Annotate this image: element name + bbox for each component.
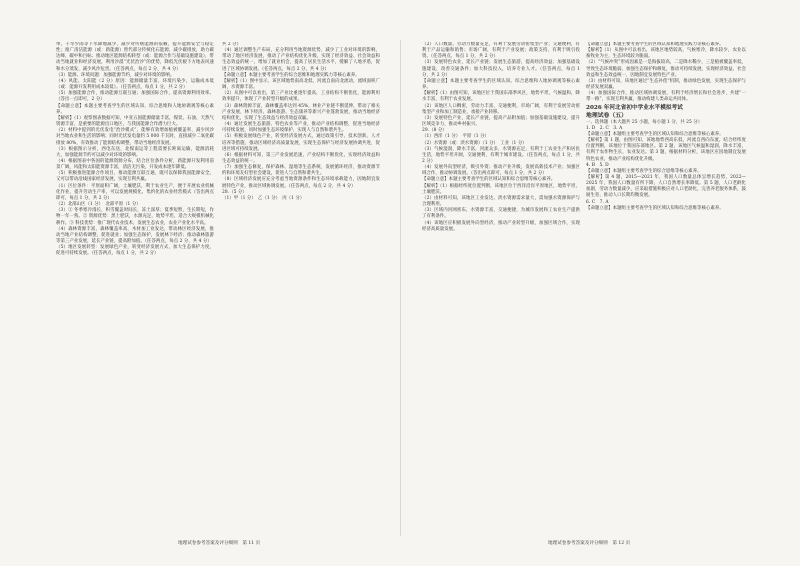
answer-paragraph: （4）通过发展生态旅游、特色农业等产业，推动产业结构调整，促进当地经济可持续发展，同时加强生态环境保护，实现人与自然和谐共生。	[222, 122, 380, 134]
answer-paragraph: 【命题立意】本题组主要考查学生的综合思维等核心素养。	[586, 168, 702, 174]
footer-left: 地理试卷参考答案及评分细则 第 11 页	[178, 541, 261, 546]
answer-paragraph: （3）根据图示分析，西电东送，北煤南运等工程需要长距离运输，能源消耗大，加强能源节约可以减少对环境的影响。	[56, 146, 214, 158]
page-divider	[400, 40, 401, 536]
answer-paragraph: （5）地区发展转型：发展绿色产业，转变经济发展方式，加大生态保护力度，促进可持续发展。（任答两点，每点 1 分，共 2 分）	[56, 245, 214, 257]
answer-paragraph: （3）气候湿润，降水丰富，河流众多，水资源充足，有利于工农业生产和居民生活，地势平坦开阔，交通便利，有利于城市建设。（任答两点，每点 1 分，共 2 分）	[422, 146, 580, 164]
answer-paragraph: （3）发展特色产业，延长产业链，提高产品附加值；加强基础设施建设，提升区域竞争力，推动乡村振兴。	[422, 115, 580, 128]
answer-paragraph: （2）由材料可知，该地区工业发达，淡水资源需求量大，需加强水资源保护与合理利用。	[422, 195, 580, 208]
answer-paragraph: （2）北部山区（1 分） 北部平原（1 分）	[56, 202, 141, 208]
answer-paragraph: （3）区域内河网密布，水资源丰富，交通便捷，为城市发展和工农业生产提供了有利条件。	[422, 208, 580, 220]
answer-paragraph: （8）区域经济发展应充分考虑当地资源条件和生态环境承载能力，因地制宜发展特色产业，推动区域协调发展。（任答两点，每点 2 分，共 4 分）	[222, 177, 380, 189]
answer-paragraph: （4）根据图表中各国的能源资源分布，结合区位条件分析，新能源开发利用前景广阔，风能和太阳能资源丰富，清洁无污染，开发成本逐年降低。	[56, 158, 214, 171]
answer-paragraph: （3）能源、环境问题：加强能源节约，减少对环境的影响。	[56, 72, 175, 78]
column-4-top	[586, 42, 746, 104]
answer-paragraph: 【解析】（1）由图可知，该地区位于我国东部季风区，地势平坦，气候温和，降水丰富，有利于农业发展。	[422, 91, 580, 103]
answer-paragraph: （4）该地区应积极发展外向型经济，推动产业转型升级，加强区域合作，实现经济高质量发展。	[422, 220, 580, 232]
answer-paragraph: （4）风能、太阳能（2 分）原因：能源储量丰富，环境污染少，运输成本低（或：能源开发利用成本较低）。（任答两点，每点 1 分，共 2 分）	[56, 78, 214, 91]
answer-paragraph: 【命题立意】本题组主要考查学生的区域认知和综合思维等核心素养。	[586, 131, 724, 137]
answer-paragraph: （3）森林资源丰富，森林覆盖率达到 45%，林业产业链不断延伸，带动了相关产业发展，林下经济、森林旅游、生态康养等新兴产业蓬勃发展，推动当地经济结构优化，实现了生态效益与经济效益双赢。	[222, 103, 380, 121]
answer-paragraph: （4）森林资源丰富，森林覆盖率高，木材加工业发达，带动林区经济发展，推动当地产业结构调整，促进就业；加强生态保护，发展林下经济；推动森林旅游等第三产业发展，延长产业链，提高附加值。（任答两点，每点 2 分，共 4 分）	[56, 226, 214, 244]
column-3	[422, 42, 580, 534]
exam-subtitle: 地理试卷（五）	[586, 112, 627, 119]
answer-paragraph: （3）发展特色农业，延长产业链；发展生态旅游，提高经济效益；加强基础设施建设，改善交通条件；加大科技投入，培养专业人才。（任答两点，每点 1 分，共 2 分）	[422, 60, 580, 78]
answer-paragraph: 【解析】第 1 题，由图可知，该地地势西高东低，河流自西向东流，结合经纬度位置判断，该地位于我国东部地区。第 2 题，该地区气候温和湿润，降水丰富，有利于农作物生长，农业发达。第 3 题，根据材料分析，该地区应因地制宜发展特色农业，推动产业结构优化升级。	[586, 138, 746, 162]
column-2	[222, 42, 380, 534]
answer-paragraph: （2）材料中提到的光伏发电“治沙模式”，能够有效增加植被覆盖率，减少风沙对当地农业和生活的影响；同时光伏发电量约 5 000 千瓦时，直接减少二氧化碳排放 80%，有效推动了能源结构调整，带动当地经济发展。	[56, 128, 214, 146]
answer-paragraph: 【命题立意】本题主要考查学生的综合思维和地理实践力等核心素养。	[222, 72, 360, 78]
answer-paragraph: 4. B 5. D	[586, 162, 609, 168]
answer-paragraph: （4）加强国际合作，推动区域协调发展，有利于经济增长和社会进步，共建“一带一路”，实现互利共赢，推动构建人类命运共同体。	[586, 91, 746, 103]
answer-paragraph: （6）根据材料可知，第三产业发展迅速，产业结构不断优化，实现经济效益和生态效益的统一。	[222, 152, 380, 164]
answer-paragraph: （5）积极发展绿色产业，转变经济发展方式，通过政策引导、技术创新、人才培养等措施，推动区域经济高质量发展，实现生态保护与经济发展协调共进，促进区域可持续发展。	[222, 134, 380, 152]
answer-paragraph: 28.（5 分）	[222, 189, 247, 195]
exam-title: 2026 年河北省初中学业水平模拟考试	[586, 104, 683, 111]
answer-paragraph: （2）从图中可以看出，第三产业比重逐年提高，工业结构不断优化，能源利用效率提升，体现了产业转型升级的成果。	[222, 91, 380, 103]
answer-paragraph: 【解析】（1）图中显示，该区域地势南高北低，河流自南向北流动，流域面积广阔，水资源丰富。	[222, 78, 380, 91]
answer-paragraph: （1）甲（1 分） 乙（1 分） 丙（1 分）	[222, 195, 305, 201]
answer-paragraph: （1）西洋（1 分） 平原（1 分）	[422, 134, 489, 140]
answer-paragraph: 【解析】（1）根据经纬度位置判断，该地区位于西洋沿岸平原地区，地势平坦，土壤肥沃。	[422, 183, 580, 195]
answer-paragraph: 一、选择题（本大题共 25 小题，每小题 1 分，共 25 分）	[586, 119, 703, 125]
answer-paragraph: （2）“气候冲突”形成因素是一是海拔较高，二是降水稀少，三是植被覆盖率低，导致生态环境脆弱，加强生态保护和修复，推动可持续发展，实现经济效益、社会效益和生态效益统一，因地制宜发展特色产业。	[586, 60, 746, 78]
answer-paragraph: （5）积极推进能源合作项目，推动能源互联互通，既可以保障我国能源安全，又可以带动沿线国家经济发展，实现互利共赢。	[56, 171, 214, 183]
answer-paragraph: 1. D 2. C 3. A	[586, 125, 623, 131]
answer-paragraph: （3）由材料可知，该地区通过“生态补偿”机制，推动绿色发展，实现生态保护与经济发展双赢。	[586, 78, 746, 91]
column-1	[56, 42, 214, 534]
answer-paragraph: （2）水资源（或：淡水资源）（1 分） 工业（1 分）	[422, 140, 527, 146]
answer-paragraph: 单，干旱少雨等下水降地减少，减少对传统能源的依赖，提升能源安全与稳定性；推广清洁能源（或：新能源）替代部分传统化石能源，减少碳排放，助力碳达峰，碳中和目标；推动地区能源结构转型（或：能源合作与基础设施建设），带动当地就业和经济发展，利用沙漠“光伏治沙”的优势，降低光伏板下方地表风速和水分蒸发，减少风沙危害。（任答两点，每点 2 分，共 4 分）	[56, 42, 214, 72]
answer-paragraph: 6. C 7. A	[586, 199, 609, 205]
answer-paragraph: 【命题立意】本题主要考查学生的区域认知、综合思维和人地协调观等核心素养。	[56, 103, 214, 115]
answer-paragraph: 【命题立意】本题主要考查学生的区域认知、综合思维和人地协调观等核心素养。	[422, 78, 580, 91]
answer-paragraph: （2）该地区人口稠密，劳动力丰富，交通便利，市场广阔，有利于发展劳动密集型产业和加工制造业，承接产业转移。	[422, 103, 580, 115]
answer-paragraph: 【解析】（1）从图中可以看出，该地区地势较高，气候寒冷，降水较少，农业以畜牧业为主，生态环境较为脆弱。	[586, 48, 746, 60]
answer-paragraph: （1）区位条件：平原面积广阔，土壤肥沃，利于农业生产，便于开展农业机械化作业，提升劳动生产率，可以发展规模化、集约化的农业经营模式（答出两点即可，每点 1 分，共 2 分）	[56, 183, 214, 201]
answer-paragraph: （4）通过调整生产布局，充分利用当地资源优势，减少了工业对环境的影响，带动了地区经济发展，推动了产业结构优化升级，实现了经济效益、社会效益和生态效益的统一，增加了就业机会，提高了居民生活水平，缓解了人地矛盾，促进了区域协调发展。（任答两点，每点 2 分，共 4 分）	[222, 48, 380, 72]
column-4-bottom	[586, 120, 746, 212]
answer-paragraph: （5）加强能源合作，推动能源互联互通；加强国际合作，提高资源利用效率。（答出一点即可，2 分）	[56, 91, 214, 103]
answer-paragraph: （3）① 冬季寒冷漫长，积雪覆盖时间长，冻土深厚；夏季短暂，生长期短，作物一年一熟。② 资源优势：黑土肥沃，水源充足，地势平坦，适合大规模机械化耕作。③ 科技优势：推广现代农业技术，发展生态农业，农业产业化水平高。	[56, 208, 214, 226]
answer-paragraph: 【命题立意】本题主要考查学生的区域认知和地理实践力等核心素养。	[586, 42, 724, 47]
answer-paragraph: 29.（8 分）	[422, 128, 447, 134]
answer-paragraph: （7）加强生态修复，保护森林、湿地等生态系统，发展循环经济，推动资源节约和环境友好型社会建设，促进人与自然和谐共生。	[222, 165, 380, 177]
answer-paragraph: 共 2 分）	[222, 42, 242, 47]
answer-paragraph: （2）人口数量、劳动力数量充足，有利于发展劳动密集型产业；交通便利，有利于产品运输和销售；市场广阔，有利于产业发展；政策支持，有利于吸引投资。（任答两点，每点 1 分，共 2 分）	[422, 42, 580, 60]
answer-paragraph: （4）发展外向型经济，吸引外资；推动产业升级，发展高新技术产业；加强区域合作，推动协调发展。（答出两点即可，每点 1 分，共 2 分）	[422, 165, 580, 177]
answer-paragraph: 【命题立意】本题组主要考查学生的区域认知和综合思维等核心素养。	[586, 205, 724, 211]
answer-paragraph: 【命题立意】本题主要考查学生的区域认知和综合思维等核心素养。	[422, 177, 556, 183]
footer-right: 地理试卷参考答案及评分细则 第 12 页	[548, 541, 631, 546]
column-4	[586, 42, 746, 534]
answer-paragraph: 【解析】第 4 题，2015—2021 年，我国人口数量总体呈增长趋势，2022—2025 年，我国人口数量有所下降，人口自然增长率降低。第 5 题，人口老龄化加剧，劳动力数量减少，应采取措施积极应对人口老龄化，完善养老服务体系，鼓励生育，推动人口长期均衡发展。	[586, 174, 746, 199]
answer-paragraph: 【解析】（1）观察图表数据可知，中亚五国能源储量丰富，煤炭、石油、天然气资源丰富，是重要的能源出口地区，与我国能源合作潜力巨大。	[56, 115, 214, 128]
